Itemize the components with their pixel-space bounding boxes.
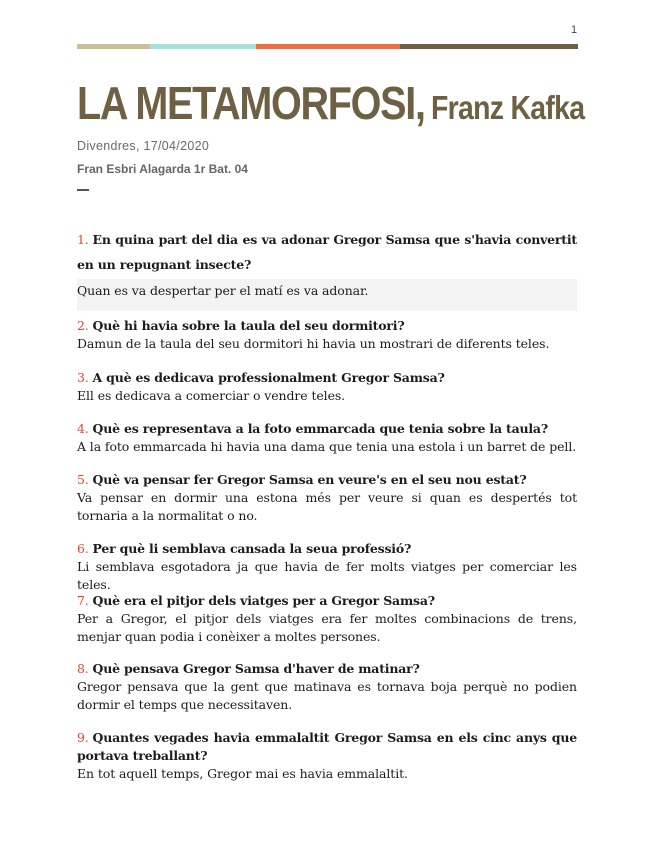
question <box>77 540 577 558</box>
qa-item-3 <box>77 369 577 405</box>
title-author: Franz Kafka <box>431 89 585 126</box>
question-text: En quina part del dia es va adonar Gregor Samsa que s'havia convertit en un repugnant insecte? <box>77 232 577 272</box>
qa-item-1 <box>77 227 577 311</box>
question-text: Per què li semblava cansada la seua professió? <box>92 541 412 556</box>
qa-item-4 <box>77 420 577 456</box>
answer-text: En tot aquell temps, Gregor mai es havia emmalaltit. <box>77 766 408 781</box>
qa-item-8 <box>77 660 577 714</box>
question-number: 9. <box>77 730 89 745</box>
question-number: 2. <box>77 318 89 333</box>
document-date: Divendres, 17/04/2020 <box>77 139 210 153</box>
question <box>77 729 577 765</box>
qa-item-9 <box>77 729 577 783</box>
question <box>77 317 577 335</box>
question-number: 1. <box>77 232 89 247</box>
color-bar-segment-1 <box>77 44 150 49</box>
answer-text: Damun de la taula del seu dormitori hi havia un mostrari de diferents teles. <box>77 336 550 351</box>
color-bar-segment-4 <box>400 44 578 49</box>
answer-text: Li semblava esgotadora ja que havia de fer molts viatges per comerciar les teles. <box>77 559 577 592</box>
answer-text: Quan es va despertar per el matí es va adonar. <box>77 279 577 311</box>
color-bar-segment-2 <box>150 44 256 49</box>
answer-text: Ell es dedicava a comerciar o vendre teles. <box>77 388 346 403</box>
qa-item-7 <box>77 592 577 646</box>
question <box>77 592 577 610</box>
question <box>77 471 577 489</box>
question-text: A què es dedicava professionalment Gregor Samsa? <box>92 370 445 385</box>
qa-item-2 <box>77 317 577 353</box>
document-title <box>77 76 584 130</box>
question-number: 8. <box>77 661 89 676</box>
color-bar-segment-3 <box>256 44 400 49</box>
answer-text: A la foto emmarcada hi havia una dama que tenia una estola i un barret de pell. <box>77 439 577 454</box>
question-number: 3. <box>77 370 89 385</box>
student-line: Fran Esbri Alagarda 1r Bat. 04 <box>77 162 248 176</box>
title-text: LA METAMORFOSI, <box>77 77 425 129</box>
short-divider <box>77 189 89 191</box>
question-text: Què es representava a la foto emmarcada que tenia sobre la taula? <box>92 421 548 436</box>
answer-text: Gregor pensava que la gent que matinava es tornava boja perquè no podien dormir el temps que necessitaven. <box>77 679 577 712</box>
answer-text: Va pensar en dormir una estona més per veure si quan es despertés tot tornaria a la normalitat o no. <box>77 490 577 523</box>
question <box>77 660 577 678</box>
page-number: 1 <box>571 24 578 36</box>
question <box>77 369 577 387</box>
header-color-bar <box>77 44 578 49</box>
question-number: 5. <box>77 472 89 487</box>
question-number: 4. <box>77 421 89 436</box>
question-text: Què hi havia sobre la taula del seu dormitori? <box>92 318 405 333</box>
question-text: Què era el pitjor dels viatges per a Gregor Samsa? <box>92 593 435 608</box>
answer-text: Per a Gregor, el pitjor dels viatges era fer moltes combinacions de trens, menjar quan podia i conèixer a moltes persones. <box>77 611 577 644</box>
question <box>77 227 577 277</box>
question-text: Què pensava Gregor Samsa d'haver de matinar? <box>92 661 420 676</box>
qa-item-5 <box>77 471 577 525</box>
question-text: Què va pensar fer Gregor Samsa en veure's en el seu nou estat? <box>92 472 527 487</box>
question-number: 6. <box>77 541 89 556</box>
question <box>77 420 577 438</box>
question-number: 7. <box>77 593 89 608</box>
qa-item-6 <box>77 540 577 594</box>
question-text: Quantes vegades havia emmalaltit Gregor Samsa en els cinc anys que portava treballant? <box>77 730 577 763</box>
